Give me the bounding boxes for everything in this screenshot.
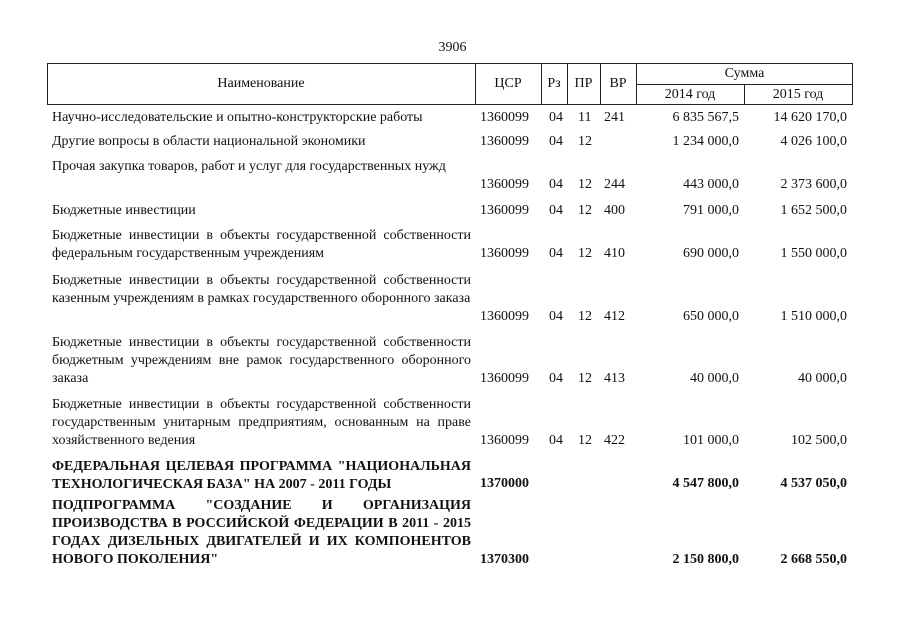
row-rz: 04 — [549, 433, 563, 448]
row-rz: 04 — [549, 246, 563, 261]
row-csr: 1360099 — [480, 203, 529, 218]
row-pr: 12 — [578, 309, 592, 324]
row-sum-2014: 40 000,0 — [690, 371, 739, 386]
table-header — [47, 63, 853, 105]
row-sum-2015: 2 373 600,0 — [780, 177, 847, 192]
row-sum-2015: 4 026 100,0 — [780, 134, 847, 149]
row-pr: 12 — [578, 177, 592, 192]
row-rz: 04 — [549, 177, 563, 192]
row-sum-2015: 4 537 050,0 — [780, 476, 847, 491]
row-pr: 12 — [578, 134, 592, 149]
row-rz: 04 — [549, 110, 563, 125]
row-name: Прочая закупка товаров, работ и услуг для государственных нужд — [52, 159, 446, 174]
header-sum: Сумма — [724, 65, 765, 81]
header-rz: Рз — [547, 76, 561, 91]
row-name: Научно-исследовательские и опытно-конструкторские работы — [52, 110, 423, 125]
row-name: Другие вопросы в области национальной экономики — [52, 134, 366, 149]
row-rz: 04 — [549, 134, 563, 149]
row-sum-2015: 14 620 170,0 — [773, 110, 847, 125]
row-csr: 1360099 — [480, 177, 529, 192]
row-rz: 04 — [549, 309, 563, 324]
row-pr: 12 — [578, 246, 592, 261]
row-rz: 04 — [549, 371, 563, 386]
row-pr: 12 — [578, 203, 592, 218]
row-sum-2015: 1 652 500,0 — [780, 203, 847, 218]
row-csr: 1370300 — [480, 552, 529, 567]
row-sum-2014: 2 150 800,0 — [672, 552, 739, 567]
row-name: Бюджетные инвестиции в объекты государственной собственности федеральным государственным учреждениям — [52, 228, 471, 261]
row-name: Бюджетные инвестиции в объекты государственной собственности казенным учреждениям в рамках государственного оборонного заказа — [52, 273, 471, 306]
row-pr: 12 — [578, 371, 592, 386]
row-sum-2014: 6 835 567,5 — [672, 110, 739, 125]
row-sum-2014: 1 234 000,0 — [672, 134, 739, 149]
row-sum-2014: 4 547 800,0 — [672, 476, 739, 491]
row-csr: 1360099 — [480, 134, 529, 149]
row-csr: 1360099 — [480, 110, 529, 125]
row-sum-2015: 1 510 000,0 — [780, 309, 847, 324]
page-number: 3906 — [438, 40, 467, 55]
row-vr: 412 — [604, 309, 625, 324]
header-name: Наименование — [217, 76, 305, 91]
row-sum-2014: 443 000,0 — [683, 177, 739, 192]
row-name: ПОДПРОГРАММА "СОЗДАНИЕ И ОРГАНИЗАЦИЯ ПРОИЗВОДСТВА В РОССИЙСКОЙ ФЕДЕРАЦИИ В 2011 - 2015 ГОДАХ ДИЗЕЛЬНЫХ ДВИГАТЕЛЕЙ И ИХ КОМПОНЕНТОВ НОВОГО ПОКОЛЕНИЯ" — [52, 498, 471, 567]
row-name: Бюджетные инвестиции в объекты государственной собственности бюджетным учреждениям вне рамок государственного оборонного заказа — [52, 335, 471, 386]
row-name: ФЕДЕРАЛЬНАЯ ЦЕЛЕВАЯ ПРОГРАММА "НАЦИОНАЛЬНАЯ ТЕХНОЛОГИЧЕСКАЯ БАЗА" НА 2007 - 2011 ГОДЫ — [52, 459, 471, 492]
row-pr: 11 — [578, 110, 592, 125]
row-csr: 1360099 — [480, 309, 529, 324]
row-sum-2014: 101 000,0 — [683, 433, 739, 448]
row-csr: 1370000 — [480, 476, 529, 491]
row-vr: 413 — [604, 371, 625, 386]
row-name: Бюджетные инвестиции — [52, 203, 196, 218]
row-vr: 241 — [604, 110, 625, 125]
header-vr: ВР — [609, 76, 627, 91]
row-sum-2015: 1 550 000,0 — [780, 246, 847, 261]
row-sum-2015: 40 000,0 — [798, 371, 847, 386]
row-vr: 400 — [604, 203, 625, 218]
row-pr: 12 — [578, 433, 592, 448]
header-year-2014: 2014 год — [664, 86, 716, 102]
row-rz: 04 — [549, 203, 563, 218]
row-sum-2014: 791 000,0 — [683, 203, 739, 218]
row-vr: 422 — [604, 433, 625, 448]
row-vr: 244 — [604, 177, 625, 192]
row-sum-2015: 102 500,0 — [791, 433, 847, 448]
header-pr: ПР — [574, 76, 593, 91]
row-csr: 1360099 — [480, 246, 529, 261]
row-name: Бюджетные инвестиции в объекты государственной собственности государственным унитарным предприятиям, основанным на праве хозяйственного ведения — [52, 397, 471, 448]
row-vr: 410 — [604, 246, 625, 261]
row-sum-2014: 690 000,0 — [683, 246, 739, 261]
row-csr: 1360099 — [480, 371, 529, 386]
header-year-2015: 2015 год — [772, 86, 824, 102]
row-csr: 1360099 — [480, 433, 529, 448]
row-sum-2015: 2 668 550,0 — [780, 552, 847, 567]
row-sum-2014: 650 000,0 — [683, 309, 739, 324]
header-csr: ЦСР — [494, 76, 522, 91]
